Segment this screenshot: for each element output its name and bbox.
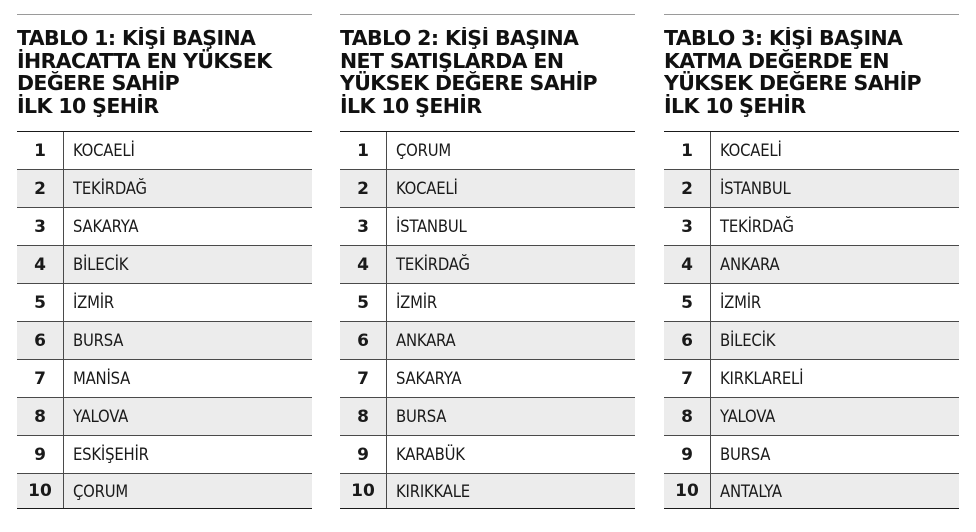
table-row [17,474,312,509]
city-cell: TEKİRDAĞ [396,255,470,274]
rank-cell: 5 [17,284,64,321]
rank-cell: 5 [664,284,711,321]
rank-cell: 2 [664,170,711,207]
table-row [664,170,959,208]
rank-cell: 8 [17,398,64,435]
table-row [664,436,959,474]
table-top-rule [17,14,312,15]
city-cell: İZMİR [720,293,762,312]
rank-cell: 7 [340,360,387,397]
rank-cell: 8 [664,398,711,435]
city-cell: YALOVA [720,407,776,426]
table-row [340,360,635,398]
table-row [340,170,635,208]
table-row [340,208,635,246]
rank-cell: 4 [664,246,711,283]
rank-cell: 10 [340,474,387,508]
rank-cell: 3 [664,208,711,245]
table-row [17,322,312,360]
table-row [340,284,635,322]
table-top-rule [340,14,635,15]
table-body [17,131,312,509]
table-row [664,360,959,398]
rank-cell: 9 [664,436,711,473]
rank-cell: 10 [17,474,64,508]
city-cell: ÇORUM [396,141,452,160]
city-cell: SAKARYA [396,369,462,388]
rank-cell: 2 [17,170,64,207]
city-cell: İSTANBUL [396,217,467,236]
rank-cell: 1 [340,132,387,169]
table-row [17,360,312,398]
city-cell: KOCAELİ [720,141,782,160]
city-cell: BURSA [73,331,124,350]
rank-cell: 3 [17,208,64,245]
table-row [664,284,959,322]
table-top-rule [664,14,959,15]
city-cell: İSTANBUL [720,179,791,198]
table-row [17,208,312,246]
city-cell: KARABÜK [396,445,465,464]
table-row [340,436,635,474]
rank-cell: 5 [340,284,387,321]
city-cell: BURSA [396,407,447,426]
table-row [17,170,312,208]
table-row [340,322,635,360]
rank-cell: 7 [17,360,64,397]
rank-cell: 8 [340,398,387,435]
table-row [17,436,312,474]
rank-cell: 4 [340,246,387,283]
table-row [340,246,635,284]
city-cell: İZMİR [396,293,438,312]
city-cell: İZMİR [73,293,115,312]
table-title: TABLO 2: KİŞİ BAŞINA NET SATIŞLARDA EN YÜKSEK DEĞERE SAHİP İLK 10 ŞEHİR [340,27,597,118]
table-title: TABLO 1: KİŞİ BAŞINA İHRACATTA EN YÜKSEK DEĞERE SAHİP İLK 10 ŞEHİR [17,27,272,118]
table-row [17,132,312,170]
rank-cell: 1 [664,132,711,169]
table-row [664,132,959,170]
table-title: TABLO 3: KİŞİ BAŞINA KATMA DEĞERDE EN YÜKSEK DEĞERE SAHİP İLK 10 ŞEHİR [664,27,921,118]
city-cell: YALOVA [73,407,129,426]
table-3 [664,14,959,509]
table-row [664,208,959,246]
rank-cell: 6 [340,322,387,359]
city-cell: ANTALYA [720,481,782,501]
city-cell: ÇORUM [73,481,129,501]
city-cell: KOCAELİ [396,179,458,198]
table-row [340,398,635,436]
rank-cell: 3 [340,208,387,245]
table-row [17,398,312,436]
city-cell: BİLECİK [720,331,776,350]
table-row [664,474,959,509]
table-body [340,131,635,509]
city-cell: BİLECİK [73,255,129,274]
city-cell: BURSA [720,445,771,464]
table-row [340,132,635,170]
city-cell: KIRIKKALE [396,481,470,501]
table-row [340,474,635,509]
city-cell: ESKİŞEHİR [73,445,149,464]
rank-cell: 4 [17,246,64,283]
rank-cell: 10 [664,474,711,508]
rank-cell: 1 [17,132,64,169]
city-cell: ANKARA [720,255,780,274]
city-cell: KOCAELİ [73,141,135,160]
city-cell: KIRKLARELİ [720,369,804,388]
city-cell: TEKİRDAĞ [720,217,794,236]
table-2 [340,14,635,509]
table-row [17,246,312,284]
rank-cell: 2 [340,170,387,207]
rank-cell: 7 [664,360,711,397]
table-row [664,322,959,360]
rank-cell: 9 [340,436,387,473]
rank-cell: 6 [664,322,711,359]
table-1 [17,14,312,509]
city-cell: TEKİRDAĞ [73,179,147,198]
city-cell: MANİSA [73,369,131,388]
rank-cell: 6 [17,322,64,359]
table-body [664,131,959,509]
table-row [664,246,959,284]
table-row [17,284,312,322]
city-cell: ANKARA [396,331,456,350]
city-cell: SAKARYA [73,217,139,236]
rank-cell: 9 [17,436,64,473]
table-row [664,398,959,436]
